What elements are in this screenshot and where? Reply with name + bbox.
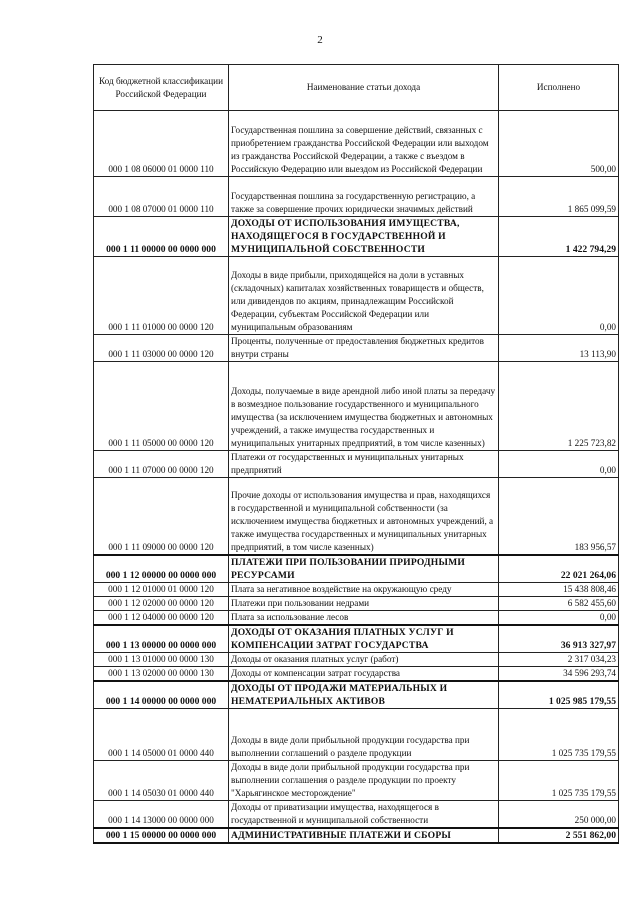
row-code: 000 1 11 05000 00 0000 120 xyxy=(94,362,229,451)
row-amount: 13 113,90 xyxy=(499,335,619,362)
table-row xyxy=(94,610,619,625)
row-code: 000 1 13 00000 00 0000 000 xyxy=(94,625,229,653)
row-name: Доходы, получаемые в виде арендной либо иной платы за передачу в возмездное пользование государственного и муниципального имущества (за исключением имущества бюджетных и автономных учреждений, а также имущества государственных и муниципальных унитарных предприятий, в том числе казенных) xyxy=(229,362,499,451)
row-name: Доходы от приватизации имущества, находящегося в государственной и муниципальной собственности xyxy=(229,800,499,828)
table-row xyxy=(94,177,619,217)
row-code: 000 1 13 01000 00 0000 130 xyxy=(94,652,229,666)
row-amount: 0,00 xyxy=(499,451,619,478)
row-name: Доходы от оказания платных услуг (работ) xyxy=(229,652,499,666)
header-name: Наименование статьи дохода xyxy=(229,65,499,111)
row-name: АДМИНИСТРАТИВНЫЕ ПЛАТЕЖИ И СБОРЫ xyxy=(229,828,499,843)
row-amount: 250 000,00 xyxy=(499,800,619,828)
row-amount: 0,00 xyxy=(499,610,619,625)
row-amount: 15 438 808,46 xyxy=(499,582,619,596)
row-code: 000 1 14 00000 00 0000 000 xyxy=(94,681,229,709)
page-number: 2 xyxy=(317,34,323,46)
row-code: 000 1 14 13000 00 0000 000 xyxy=(94,800,229,828)
header-executed: Исполнено xyxy=(499,65,619,111)
row-amount: 1 422 794,29 xyxy=(499,217,619,257)
row-code: 000 1 11 07000 00 0000 120 xyxy=(94,451,229,478)
row-code: 000 1 12 01000 01 0000 120 xyxy=(94,582,229,596)
row-amount: 2 551 862,00 xyxy=(499,828,619,843)
table-row xyxy=(94,666,619,681)
row-code: 000 1 12 00000 00 0000 000 xyxy=(94,555,229,583)
table-header-row xyxy=(94,65,619,111)
row-name: Государственная пошлина за совершение действий, связанных с приобретением гражданства Российской Федерации или выходом из гражданства Российской Федерации, а также с въездом в Российскую Федерацию или выездом из Российской Федерации xyxy=(229,111,499,177)
table-row xyxy=(94,582,619,596)
row-name: Прочие доходы от использования имущества и прав, находящихся в государственной и муниципальной собственности (за исключением имущества бюджетных и автономных учреждений, а также имущества государственных и муниципальных унитарных предприятий, в том числе казенных) xyxy=(229,478,499,555)
table-row xyxy=(94,111,619,177)
table-row xyxy=(94,362,619,451)
row-name: Плата за негативное воздействие на окружающую среду xyxy=(229,582,499,596)
row-code: 000 1 14 05000 01 0000 440 xyxy=(94,708,229,760)
row-code: 000 1 11 03000 00 0000 120 xyxy=(94,335,229,362)
row-code: 000 1 08 06000 01 0000 110 xyxy=(94,111,229,177)
row-name: ПЛАТЕЖИ ПРИ ПОЛЬЗОВАНИИ ПРИРОДНЫМИ РЕСУРСАМИ xyxy=(229,555,499,583)
row-amount: 34 596 293,74 xyxy=(499,666,619,681)
row-name: Доходы в виде доли прибыльной продукции государства при выполнении соглашения о разделе продукции по проекту "Харьягинское месторождение" xyxy=(229,760,499,800)
row-amount: 500,00 xyxy=(499,111,619,177)
table-row xyxy=(94,451,619,478)
row-amount: 1 225 723,82 xyxy=(499,362,619,451)
row-name: ДОХОДЫ ОТ ОКАЗАНИЯ ПЛАТНЫХ УСЛУГ И КОМПЕНСАЦИИ ЗАТРАТ ГОСУДАРСТВА xyxy=(229,625,499,653)
row-amount: 1 865 099,59 xyxy=(499,177,619,217)
row-amount: 1 025 985 179,55 xyxy=(499,681,619,709)
row-name: Доходы от компенсации затрат государства xyxy=(229,666,499,681)
row-name: ДОХОДЫ ОТ ИСПОЛЬЗОВАНИЯ ИМУЩЕСТВА, НАХОДЯЩЕГОСЯ В ГОСУДАРСТВЕННОЙ И МУНИЦИПАЛЬНОЙ СОБСТВЕННОСТИ xyxy=(229,217,499,257)
table-row xyxy=(94,335,619,362)
table-row-section xyxy=(94,681,619,709)
row-amount: 2 317 034,23 xyxy=(499,652,619,666)
row-name: ДОХОДЫ ОТ ПРОДАЖИ МАТЕРИАЛЬНЫХ И НЕМАТЕРИАЛЬНЫХ АКТИВОВ xyxy=(229,681,499,709)
table-row xyxy=(94,708,619,760)
row-code: 000 1 15 00000 00 0000 000 xyxy=(94,828,229,843)
row-code: 000 1 08 07000 01 0000 110 xyxy=(94,177,229,217)
table-row xyxy=(94,596,619,610)
table-row xyxy=(94,800,619,828)
row-name: Платежи при пользовании недрами xyxy=(229,596,499,610)
row-name: Государственная пошлина за государственную регистрацию, а также за совершение прочих юридически значимых действий xyxy=(229,177,499,217)
row-code: 000 1 11 00000 00 0000 000 xyxy=(94,217,229,257)
row-code: 000 1 14 05030 01 0000 440 xyxy=(94,760,229,800)
revenue-table xyxy=(93,64,619,844)
row-amount: 36 913 327,97 xyxy=(499,625,619,653)
table-row xyxy=(94,652,619,666)
table-row xyxy=(94,760,619,800)
row-name: Доходы в виде доли прибыльной продукции государства при выполнении соглашений о разделе продукции xyxy=(229,708,499,760)
row-amount: 0,00 xyxy=(499,257,619,335)
row-amount: 22 021 264,06 xyxy=(499,555,619,583)
table-row-section xyxy=(94,828,619,843)
row-name: Плата за использование лесов xyxy=(229,610,499,625)
row-code: 000 1 12 04000 00 0000 120 xyxy=(94,610,229,625)
row-amount: 1 025 735 179,55 xyxy=(499,760,619,800)
table-row-section xyxy=(94,555,619,583)
row-amount: 183 956,57 xyxy=(499,478,619,555)
row-code: 000 1 12 02000 00 0000 120 xyxy=(94,596,229,610)
table-row xyxy=(94,478,619,555)
table-row-section xyxy=(94,625,619,653)
row-amount: 6 582 455,60 xyxy=(499,596,619,610)
row-name: Доходы в виде прибыли, приходящейся на доли в уставных (складочных) капиталах хозяйственных товариществ и обществ, или дивидендов по акциям, принадлежащим Российской Федерации, субъектам Российской Федерации или муниципальным образованиям xyxy=(229,257,499,335)
row-name: Платежи от государственных и муниципальных унитарных предприятий xyxy=(229,451,499,478)
table-row xyxy=(94,257,619,335)
row-name: Проценты, полученные от предоставления бюджетных кредитов внутри страны xyxy=(229,335,499,362)
row-code: 000 1 11 09000 00 0000 120 xyxy=(94,478,229,555)
row-amount: 1 025 735 179,55 xyxy=(499,708,619,760)
row-code: 000 1 13 02000 00 0000 130 xyxy=(94,666,229,681)
row-code: 000 1 11 01000 00 0000 120 xyxy=(94,257,229,335)
header-code: Код бюджетной классификации Российской Федерации xyxy=(94,65,229,111)
table-row-section xyxy=(94,217,619,257)
